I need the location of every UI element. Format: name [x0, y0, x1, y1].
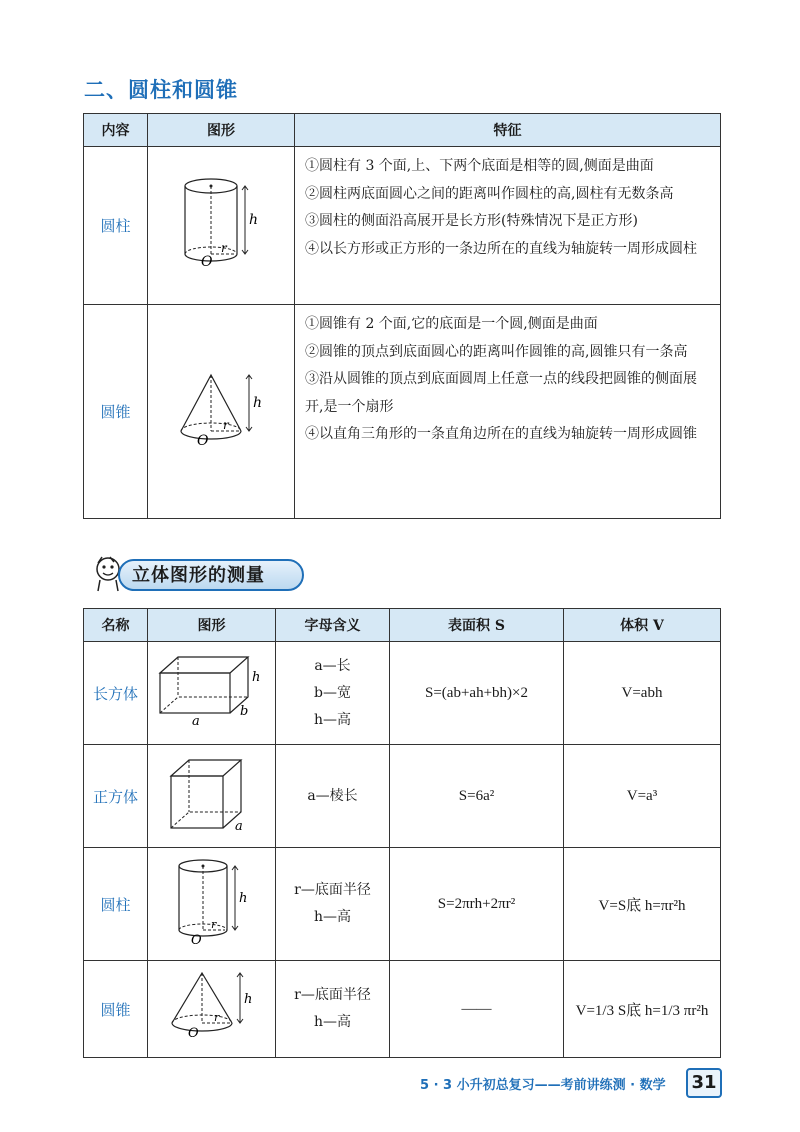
cube-drawing [157, 754, 267, 834]
height-label: h [249, 211, 259, 228]
center-label: O [187, 1026, 199, 1041]
row-name-cone: 圆锥 [84, 305, 148, 519]
cylinder-drawing [167, 852, 257, 952]
height-label: h [243, 992, 252, 1007]
radius-label: r [221, 240, 227, 255]
feature-item: ②圆柱两底面圆心之间的距离叫作圆柱的高,圆柱有无数条高 [305, 185, 674, 202]
cube-figure [148, 745, 276, 848]
height-label: h [251, 670, 260, 685]
feature-item: ③圆柱的侧面沿高展开是长方形(特殊情况下是正方形) [305, 213, 638, 229]
cone-drawing [171, 365, 271, 455]
feature-item: ④以直角三角形的一条直角边所在的直线为轴旋转一周形成圆锥 [305, 426, 697, 442]
header-figure: 图形 [148, 114, 295, 147]
banner-title: 立体图形的测量 [132, 565, 265, 586]
letter-item: a—棱长 [307, 787, 358, 804]
header-features: 特征 [295, 114, 721, 147]
section-title: 二、圆柱和圆锥 [84, 78, 238, 102]
letter-item: r—底面半径 [294, 882, 371, 898]
row-name-cone: 圆锥 [84, 961, 148, 1058]
measurement-table [83, 608, 721, 1058]
letter-item: h—高 [313, 909, 352, 925]
header-name: 名称 [84, 609, 148, 642]
edge-label: a [234, 819, 243, 834]
letter-item: h—高 [313, 711, 352, 728]
cylinder-figure-2 [148, 848, 276, 961]
feature-item: ④以长方形或正方形的一条边所在的直线为轴旋转一周形成圆柱 [305, 240, 697, 257]
measurement-banner [88, 553, 303, 593]
height-label: h [238, 891, 247, 906]
cylinder-surface: S=2πrh+2πr² [390, 848, 564, 961]
center-label: O [197, 432, 209, 449]
cylinder-letters [276, 848, 390, 961]
radius-label: r [213, 1011, 219, 1024]
cube-volume: V=a³ [564, 745, 721, 848]
center-label: O [201, 253, 213, 270]
cuboid-letters [276, 642, 390, 745]
page-number: 31 [686, 1068, 722, 1098]
cone-surface: —— [390, 961, 564, 1058]
header-volume: 体积 V [564, 609, 721, 642]
cylinder-features [295, 147, 721, 305]
height-label: h [253, 394, 263, 411]
cone-features [295, 305, 721, 519]
radius-label: r [223, 417, 229, 432]
feature-item: ①圆柱有 3 个面,上、下两个底面是相等的圆,侧面是曲面 [305, 158, 654, 174]
letter-item: r—底面半径 [294, 987, 371, 1003]
cuboid-surface: S=(ab+ah+bh)×2 [390, 642, 564, 745]
width-label: b [239, 704, 248, 719]
header-figure: 图形 [148, 609, 276, 642]
letter-item: b—宽 [314, 684, 351, 701]
footer-text: 5 · 3 小升初总复习——考前讲练测 · 数学 [420, 1078, 666, 1093]
header-content: 内容 [84, 114, 148, 147]
length-label: a [191, 714, 200, 729]
row-name-cylinder: 圆柱 [84, 147, 148, 305]
cuboid-drawing [152, 651, 272, 731]
feature-item: ③沿从圆锥的顶点到底面圆周上任意一点的线段把圆锥的侧面展开,是一个扇形 [305, 371, 697, 415]
cone-volume: V=1/3 S底 h=1/3 πr²h [564, 961, 721, 1058]
cylinder-cone-table [83, 113, 721, 519]
feature-item: ①圆锥有 2 个面,它的底面是一个圆,侧面是曲面 [305, 316, 598, 332]
row-name-cylinder: 圆柱 [84, 848, 148, 961]
cone-letters [276, 961, 390, 1058]
cone-figure [148, 305, 295, 519]
cuboid-figure [148, 642, 276, 745]
row-name-cube: 正方体 [84, 745, 148, 848]
feature-item: ②圆锥的顶点到底面圆心的距离叫作圆锥的高,圆锥只有一条高 [305, 343, 688, 360]
cylinder-figure [148, 147, 295, 305]
cuboid-volume: V=abh [564, 642, 721, 745]
cylinder-drawing [171, 164, 271, 284]
cube-letters [276, 745, 390, 848]
header-letters: 字母含义 [276, 609, 390, 642]
letter-item: h—高 [313, 1014, 352, 1030]
header-surface: 表面积 S [390, 609, 564, 642]
radius-label: r [210, 918, 216, 931]
cone-figure-2 [148, 961, 276, 1058]
letter-item: a—长 [314, 657, 351, 674]
cylinder-volume: V=S底 h=πr²h [564, 848, 721, 961]
cone-drawing [162, 967, 262, 1047]
center-label: O [190, 933, 202, 948]
row-name-cuboid: 长方体 [84, 642, 148, 745]
cube-surface: S=6a² [390, 745, 564, 848]
